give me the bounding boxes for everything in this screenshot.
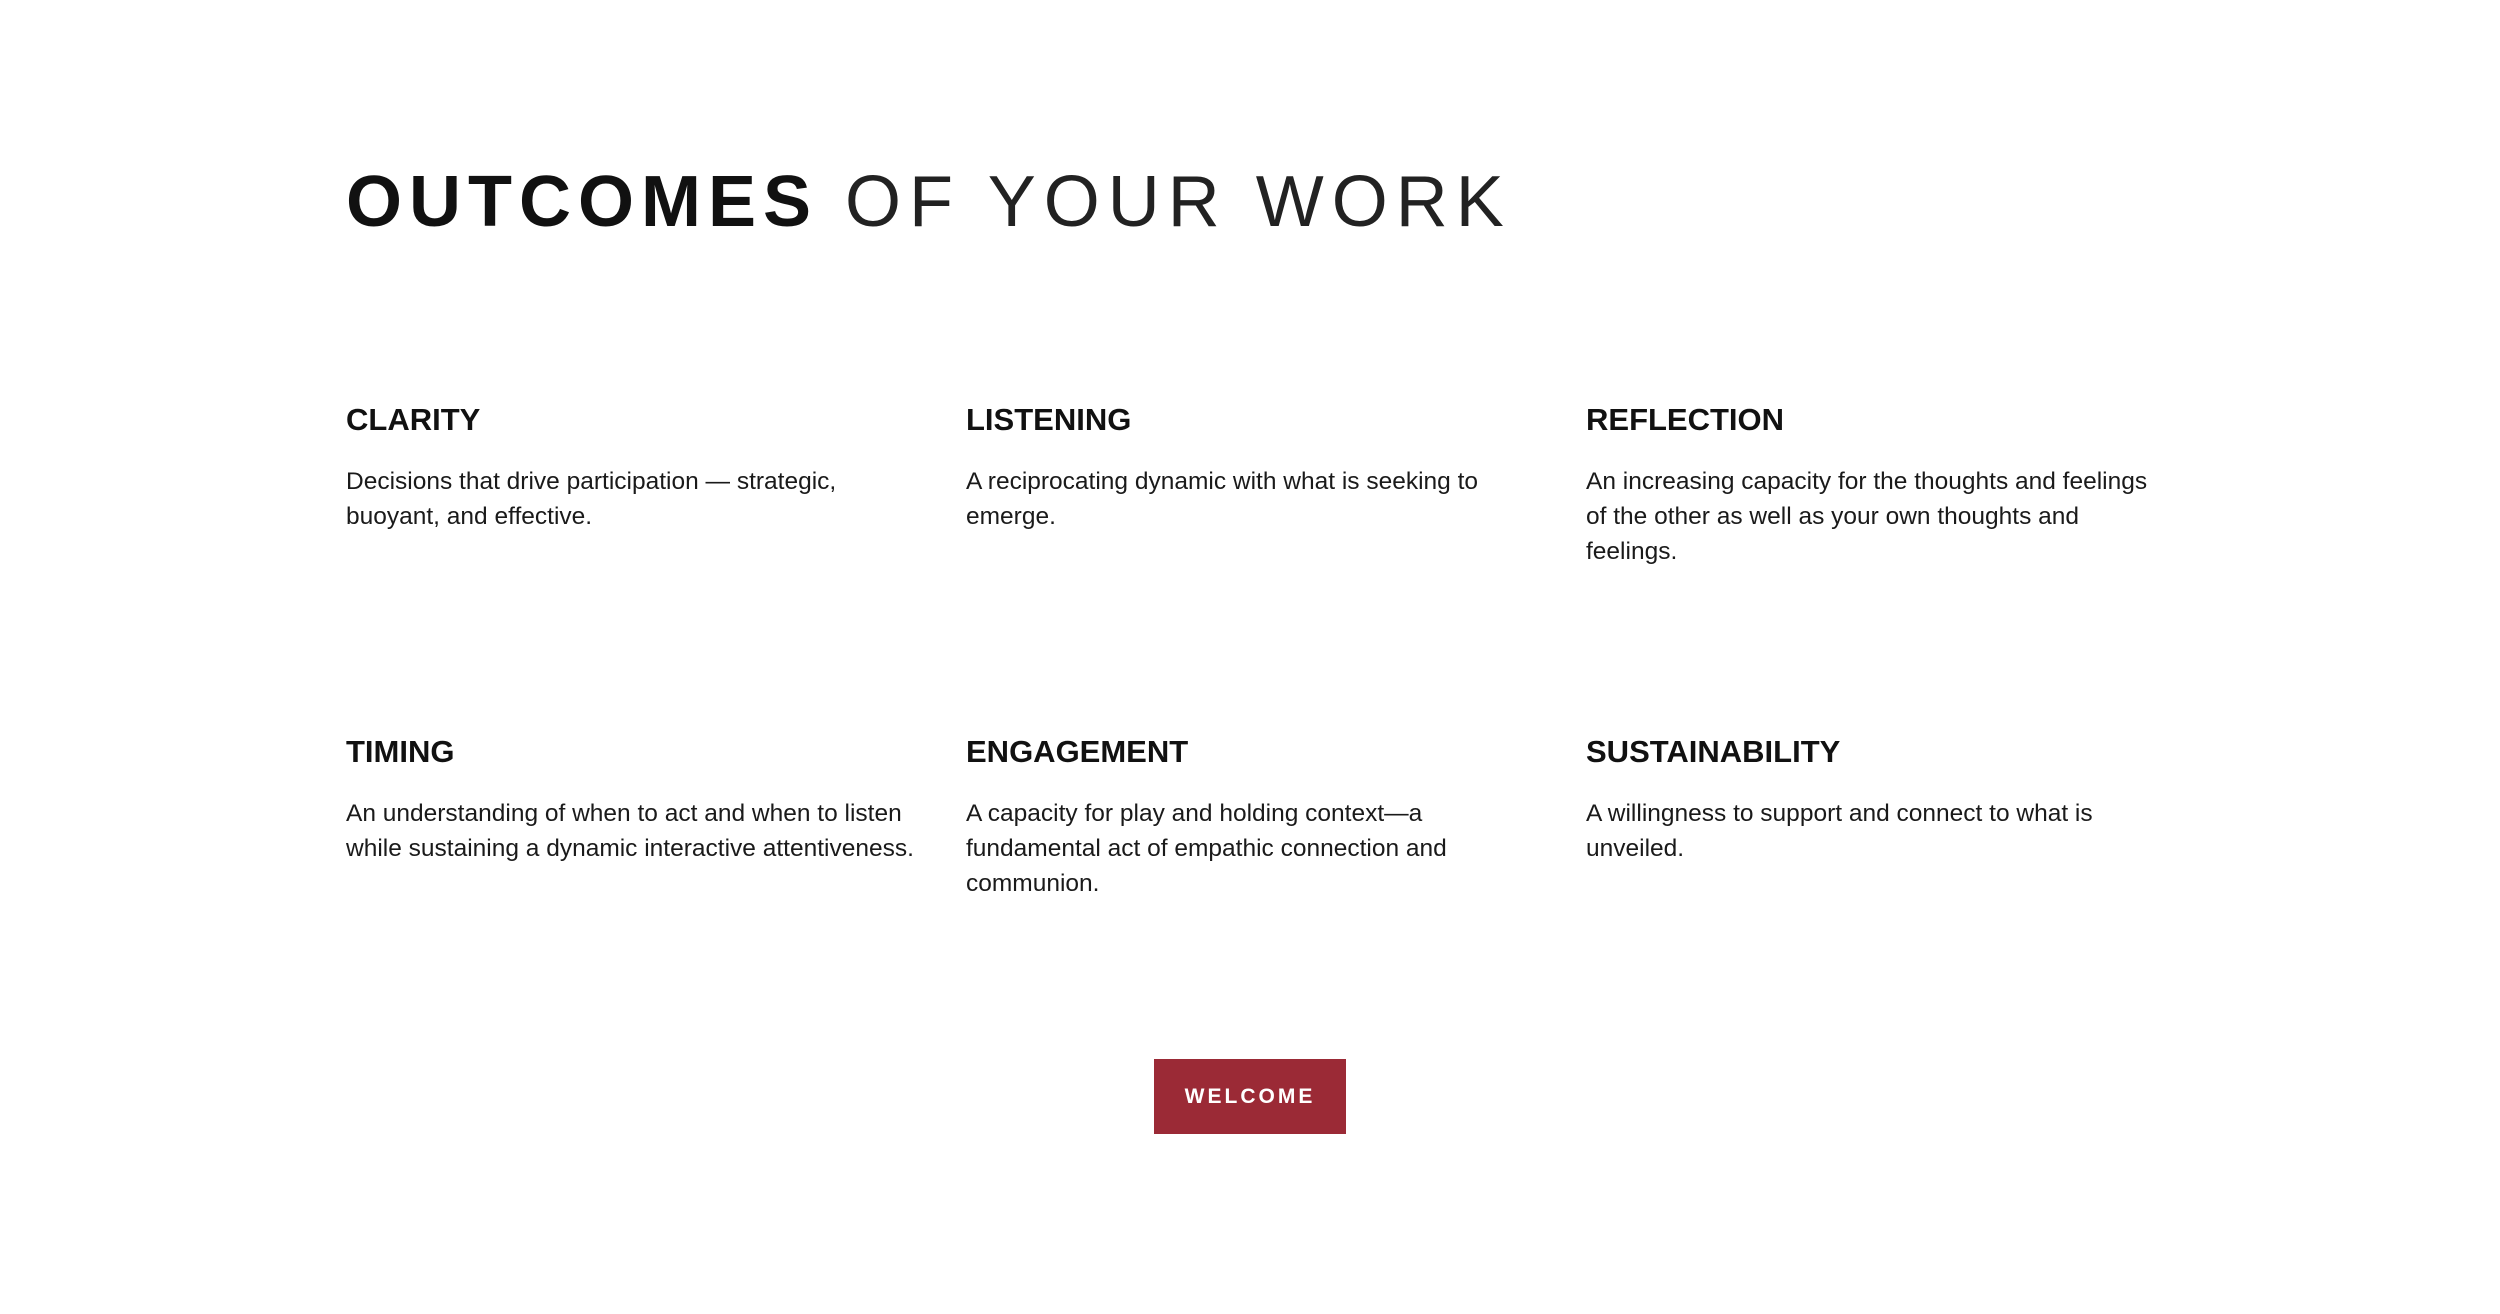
heading-bold-text: OUTCOMES — [346, 162, 819, 242]
outcome-item-timing — [346, 732, 926, 982]
outcome-title: REFLECTION — [1586, 402, 1785, 437]
outcome-item-listening — [966, 400, 1546, 732]
outcome-title: TIMING — [346, 734, 455, 769]
outcome-description: A willingness to support and connect to what is unveiled. — [1586, 800, 2093, 862]
outcome-title: CLARITY — [346, 402, 481, 437]
outcome-item-reflection — [1586, 400, 2166, 732]
outcome-description: An increasing capacity for the thoughts and feelings of the other as well as your own thoughts and feelings. — [1586, 468, 2148, 565]
heading-light-text: OF YOUR WORK — [845, 162, 1512, 242]
outcomes-grid — [346, 400, 2206, 982]
outcome-description: An understanding of when to act and when to listen while sustaining a dynamic interactive attentiveness. — [346, 800, 914, 862]
outcome-description: A capacity for play and holding context—a fundamental act of empathic connection and communion. — [966, 800, 1447, 897]
outcome-item-engagement — [966, 732, 1546, 982]
outcome-title: SUSTAINABILITY — [1586, 734, 1841, 769]
outcome-item-sustainability — [1586, 732, 2166, 982]
outcome-description: A reciprocating dynamic with what is seeking to emerge. — [966, 468, 1479, 530]
outcome-item-clarity — [346, 400, 926, 732]
outcome-description: Decisions that drive participation — strategic, buoyant, and effective. — [346, 468, 837, 530]
outcome-title: ENGAGEMENT — [966, 734, 1189, 769]
welcome-button[interactable]: WELCOME — [1154, 1059, 1346, 1134]
section-heading — [346, 160, 1512, 244]
outcome-title: LISTENING — [966, 402, 1132, 437]
